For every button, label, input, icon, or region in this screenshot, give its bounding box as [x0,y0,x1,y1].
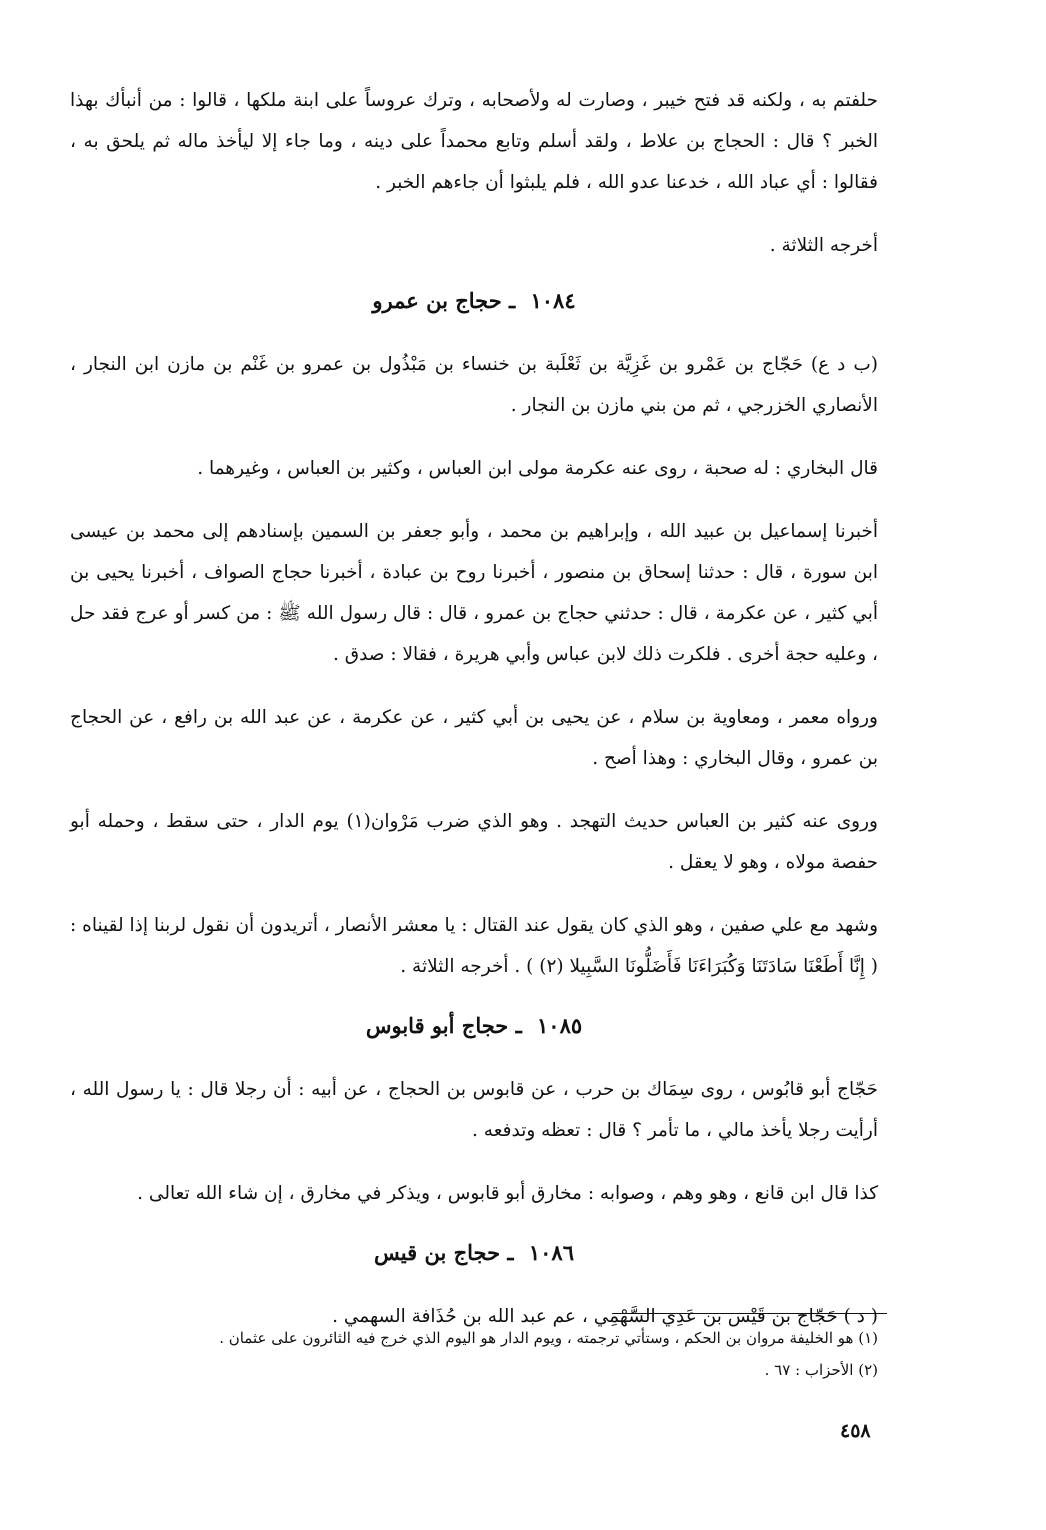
entry-number: ١٠٨٤ [530,288,576,313]
entry-title: حجاج بن قيس [374,1240,501,1265]
page-number: ٤٥٨ [840,1420,871,1442]
entry-heading-1084 [70,284,878,318]
entry-paragraph: وروى عنه كثير بن العباس حديث التهجد . وهو الذي ضرب مَرْوان(١) يوم الدار ، حتى سقط ، وحمله أبو حفصة مولاه ، وهو لا يعقل . [70,811,878,873]
entry-heading-1085 [70,1009,878,1043]
entry-title: حجاج أبو قابوس [365,1013,509,1038]
entry-paragraph: (ب د ع) حَجّاج بن عَمْرو بن غَزِيَّة بن ثَعْلَبة بن خنساء بن مَبْذُول بن عمرو بن غَنْم بن مازن ابن النجار ، الأنصاري الخزرجي ، ثم من بني مازن بن النجار . [70,354,878,416]
entry-dash: ـ [507,1240,514,1265]
paragraph-attribution: أخرجه الثلاثة . [769,235,878,256]
entry-number: ١٠٨٦ [528,1240,574,1265]
entry-paragraph: قال البخاري : له صحبة ، روى عنه عكرمة مولى ابن العباس ، وكثير بن العباس ، وغيرهما . [197,458,878,479]
footnote-2: (٢) الأحزاب : ٦٧ . [764,1361,878,1379]
entry-paragraph: وشهد مع علي صفين ، وهو الذي كان يقول عند القتال : يا معشر الأنصار ، أتريدون أن نقول لربنا إذا لقيناه : ( إِنَّا أَطَعْنَا سَادَتَنَا وَكُبَرَاءَنَا فَأَضَلُّونَا السَّبِيلا (٢) ) . أخرجه الثلاثة . [70,915,878,977]
entry-paragraph: أخبرنا إسماعيل بن عبيد الله ، وإبراهيم بن محمد ، وأبو جعفر بن السمين بإسنادهم إلى محمد بن عيسى ابن سورة ، قال : حدثنا إسحاق بن منصور ، أخبرنا روح بن عبادة ، أخبرنا حجاج الصواف ، أخبرنا يحيى بن أبي كثير ، عن عكرمة ، قال : حدثني حجاج بن عمرو ، قال : قال رسول الله ﷺ : من كسر أو عرج فقد حل ، وعليه حجة أخرى . فلكرت ذلك لابن عباس وأبي هريرة ، فقالا : صدق . [70,521,878,665]
entry-dash: ـ [515,1013,522,1038]
entry-dash: ـ [509,288,516,313]
entry-heading-1086 [70,1236,878,1270]
entry-paragraph: ورواه معمر ، ومعاوية بن سلام ، عن يحيى بن أبي كثير ، عن عكرمة ، عن عبد الله بن رافع ، عن الحجاج بن عمرو ، وقال البخاري : وهذا أصح . [70,707,878,769]
entry-paragraph: حَجّاج أبو قابُوس ، روى سِمَاك بن حرب ، عن قابوس بن الحجاج ، عن أبيه : أن رجلا قال : يا رسول الله ، أرأيت رجلا يأخذ مالي ، ما تأمر ؟ قال : تعظه وتدفعه . [70,1079,878,1141]
footnotes [150,1322,878,1386]
entry-paragraph: كذا قال ابن قانع ، وهو وهم ، وصوابه : مخارق أبو قابوس ، ويذكر في مخارق ، إن شاء الله تعالى . [137,1183,878,1204]
entry-title: حجاج بن عمرو [372,288,502,313]
entry-number: ١٠٨٥ [537,1013,583,1038]
entry-paragraph: ( د ) حَجّاج بن قَيْس بن عَدِي السَّهْمِي ، عم عبد الله بن حُذَافة السهمي . [332,1306,878,1327]
footnote-1: (١) هو الخليفة مروان بن الحكم ، وستأتي ترجمته ، ويوم الدار هو اليوم الذي خرج فيه الثائرون على عثمان . [219,1329,878,1347]
paragraph-continuation: حلفتم به ، ولكنه قد فتح خيبر ، وصارت له ولأصحابه ، وترك عروساً على ابنة ملكها ، قالوا : من أنبأك بهذا الخبر ؟ قال : الحجاج بن علاط ، ولقد أسلم وتابع محمداً على دينه ، وما جاء إلا ليأخذ ماله ثم يلحق به ، فقالوا : أي عباد الله ، خدعنا عدو الله ، فلم يلبثوا أن جاءهم الخبر . [70,90,878,193]
footnote-separator [612,1313,887,1314]
